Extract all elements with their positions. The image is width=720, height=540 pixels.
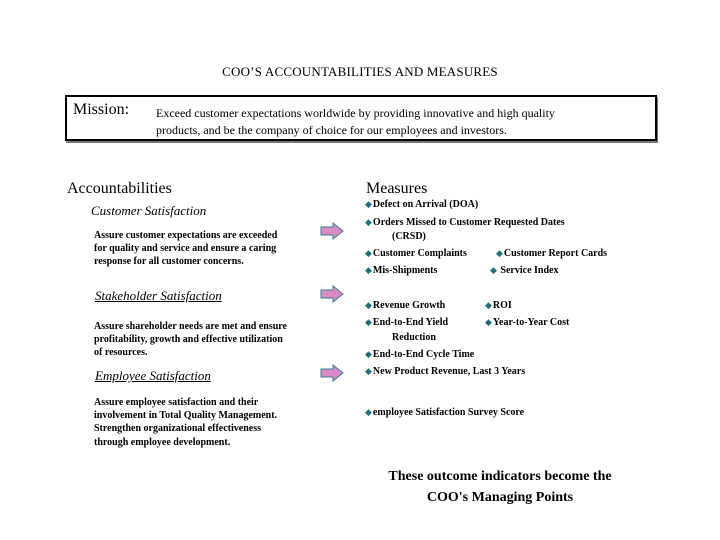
arrow-shape	[321, 365, 343, 381]
diamond-bullet-icon: ◆	[365, 217, 372, 227]
measure-label: Mis-Shipments	[372, 265, 438, 276]
desc-line: involvement in Total Quality Management.	[94, 410, 278, 422]
diamond-bullet-icon: ◆	[365, 407, 372, 417]
desc-line: through employee development.	[94, 436, 231, 448]
desc-line: for quality and service and ensure a caring	[94, 243, 277, 255]
customer-satisfaction-title: Customer Satisfaction	[91, 203, 207, 218]
measure-yoy-cost	[485, 317, 569, 328]
mission-label: Mission:	[73, 101, 130, 118]
measures-heading: Measures	[366, 180, 428, 197]
diamond-bullet-icon: ◆	[365, 199, 372, 209]
outcome-note	[350, 466, 650, 508]
outcome-line1: These outcome indicators become the	[388, 469, 612, 484]
measure-label: End-to-End Yield	[372, 317, 449, 328]
page-title: COO’S ACCOUNTABILITIES AND MEASURES	[222, 64, 498, 79]
measure-label: Customer Report Cards	[503, 248, 608, 259]
diamond-bullet-icon: ◆	[365, 366, 372, 376]
measure-revenue-growth	[365, 300, 445, 311]
diamond-bullet-icon: ◆	[485, 317, 492, 327]
measure-cycle-time	[365, 349, 474, 360]
measure-complaints	[365, 248, 467, 259]
measure-label: employee Satisfaction Survey Score	[372, 407, 525, 418]
measure-label: Year-to-Year Cost	[492, 317, 570, 328]
diamond-bullet-icon: ◆	[365, 300, 372, 310]
accountabilities-heading: Accountabilities	[67, 180, 172, 197]
measure-report-cards	[496, 248, 607, 259]
measure-orders-missed	[365, 217, 565, 228]
diamond-bullet-icon: ◆	[365, 349, 372, 359]
right-arrow-icon	[320, 222, 344, 240]
measure-e2e-yield	[365, 317, 448, 328]
stakeholder-satisfaction-desc	[94, 320, 334, 360]
arrow-shape	[321, 286, 343, 302]
measure-new-product	[365, 366, 525, 377]
outcome-line2: COO's Managing Points	[426, 490, 574, 505]
measure-label: Service Index	[500, 265, 559, 276]
measure-label: Defect on Arrival (DOA)	[372, 199, 479, 210]
mission-text-line2: products, and be the company of choice for our employees and investors.	[156, 123, 507, 137]
diamond-bullet-icon: ◆	[496, 248, 503, 258]
customer-satisfaction-desc	[94, 229, 334, 269]
employee-satisfaction-desc	[94, 396, 334, 449]
desc-line: profitability, growth and effective utilization	[94, 334, 283, 346]
diamond-bullet-icon: ◆	[490, 265, 497, 275]
measure-label: Orders Missed to Customer Requested Dates	[372, 217, 565, 228]
right-arrow-icon	[320, 285, 344, 303]
right-arrow-icon	[320, 364, 344, 382]
diamond-bullet-icon: ◆	[365, 317, 372, 327]
desc-line: Assure employee satisfaction and their	[94, 397, 259, 408]
diamond-bullet-icon: ◆	[365, 265, 372, 275]
stakeholder-satisfaction-title: Stakeholder Satisfaction	[95, 288, 222, 303]
measure-crsd: (CRSD)	[392, 231, 426, 242]
desc-line: Assure shareholder needs are met and ensure	[94, 321, 287, 332]
measure-label: End-to-End Cycle Time	[372, 349, 475, 360]
mission-text-line1: Exceed customer expectations worldwide by providing innovative and high quality	[156, 106, 555, 120]
measure-label: New Product Revenue, Last 3 Years	[372, 366, 526, 377]
desc-line: response for all customer concerns.	[94, 256, 244, 268]
measure-doa	[365, 199, 478, 210]
measure-mis-shipments	[365, 265, 437, 276]
measure-roi	[485, 300, 512, 311]
measure-employee-survey	[365, 407, 524, 418]
measure-reduction: Reduction	[392, 332, 436, 343]
desc-line: Strengthen organizational effectiveness	[94, 423, 262, 435]
measure-label: Customer Complaints	[372, 248, 467, 259]
measure-label: Revenue Growth	[372, 300, 446, 311]
diamond-bullet-icon: ◆	[365, 248, 372, 258]
desc-line: Assure customer expectations are exceeded	[94, 230, 278, 241]
measure-label: ROI	[492, 300, 512, 311]
measure-service-index	[490, 265, 558, 276]
diamond-bullet-icon: ◆	[485, 300, 492, 310]
arrow-shape	[321, 223, 343, 239]
employee-satisfaction-title: Employee Satisfaction	[95, 368, 211, 383]
desc-line: of resources.	[94, 347, 148, 359]
